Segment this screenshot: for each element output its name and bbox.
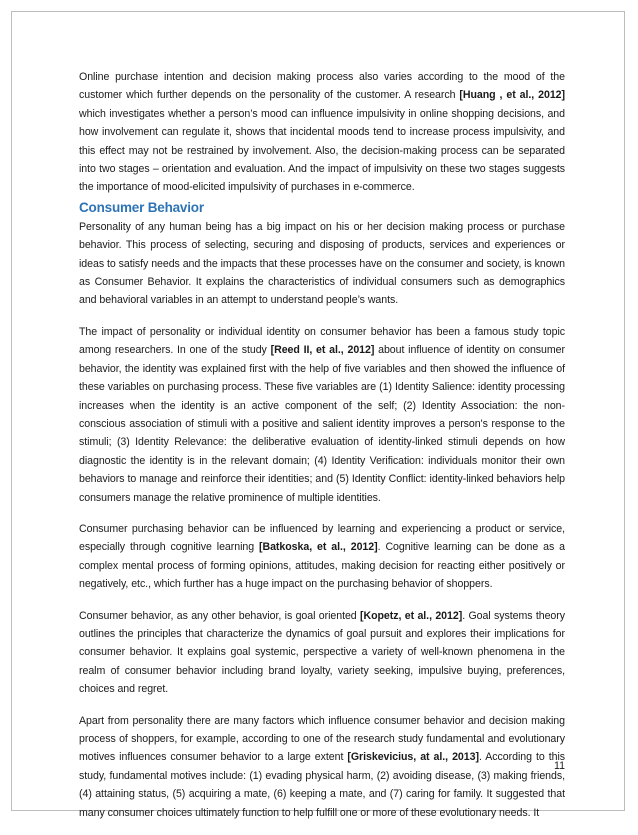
citation-griskevicius: [Griskevicius, at al., 2013] bbox=[347, 751, 479, 764]
section-heading-consumer-behavior: Consumer Behavior bbox=[79, 199, 204, 215]
document-body bbox=[79, 68, 565, 835]
page-number: 11 bbox=[554, 760, 565, 772]
citation-batkoska: [Batkoska, et al., 2012] bbox=[259, 541, 378, 554]
paragraph-identity: The impact of personality or individual identity on consumer behavior has been a famous study topic among researchers. In one of the study [Reed II, et al., 2012] about influence of identity on consumer behavior, the identity was explained first with the help of five variables and then showed the influence of these variables on purchasing process. These five variables are (1) Identity Salience: identity processing increases when the identity is an active component of the self; (2) Identity Association: the non-conscious association of stimuli with a positive and salient identity improves a person's response to the stimuli; (3) Identity Relevance: the deliberative evaluation of identity-linked stimuli depends on how diagnostic the identity is in the relevant domain; (4) Identity Verification: individuals monitor their own behaviors to manage and reinforce their identities; and (5) Identity Conflict: identity-linked behaviors help consumers manage the relative prominence of multiple identities. bbox=[79, 325, 565, 504]
paragraph-mood-impulsivity: Online purchase intention and decision making process also varies according to the mood of the customer which further depends on the personality of the customer. A research [Huang , et al., 2012] which investigates whether a person’s mood can influence impulsivity in online shopping decisions, and how involvement can regulate it, shows that incidental moods tend to increase process impulsivity, and this effect may not be restrained by involvement. Also, the decision-making process can be separated into two stages – orientation and evaluation. And the impact of impulsivity on these two stages suggests the importance of mood-elicited impulsivity of purchases in e-commerce. bbox=[79, 71, 565, 194]
citation-huang: [Huang , et al., 2012] bbox=[459, 89, 565, 102]
citation-kopetz: [Kopetz, et al., 2012] bbox=[360, 609, 463, 622]
paragraph-evolutionary-motives: Apart from personality there are many factors which influence consumer behavior and decision making process of shoppers, for example, according to one of the research study fundamental and evolutionary motives influences consumer behavior to a large extent [Griskevicius, at al., 2013]. According to this study, fundamental motives include: (1) evading physical harm, (2) avoiding disease, (3) making friends, (4) attaining status, (5) acquiring a mate, (6) keeping a mate, and (7) caring for family. It suggested that many consumer choices ultimately function to help fulfill one or more of these evolutionary needs. It bbox=[79, 714, 566, 819]
citation-reed: [Reed II, et al., 2012] bbox=[270, 344, 375, 357]
paragraph-personality: Personality of any human being has a big impact on his or her decision making process or purchase behavior. This process of selecting, securing and disposing of products, services and experiences or ideas to satisfy needs and the impacts that these processes have on the consumer and society, is known as Consumer Behavior. It explains the characteristics of individual consumers such as demographics and behavioral variables in an attempt to understand people’s wants. bbox=[79, 220, 565, 307]
paragraph-cognitive-learning: Consumer purchasing behavior can be influenced by learning and experiencing a product or service, especially through cognitive learning [Batkoska, et al., 2012]. Cognitive learning can be done as a complex mental process of forming opinions, attitudes, making decision for reacting either positively or negatively, etc., which further has a huge impact on the purchasing behavior of shoppers. bbox=[79, 522, 565, 591]
paragraph-goal-oriented: Consumer behavior, as any other behavior, is goal oriented [Kopetz, et al., 2012]. Goal systems theory outlines the principles that characterize the dynamics of goal pursuit and explores their implications for consumer behavior. It explains goal systemic, perspective a variety of well-known phenomena in the realm of consumer behavior including brand loyalty, variety seeking, impulsive buying, preferences, choices and regret. bbox=[79, 609, 565, 696]
